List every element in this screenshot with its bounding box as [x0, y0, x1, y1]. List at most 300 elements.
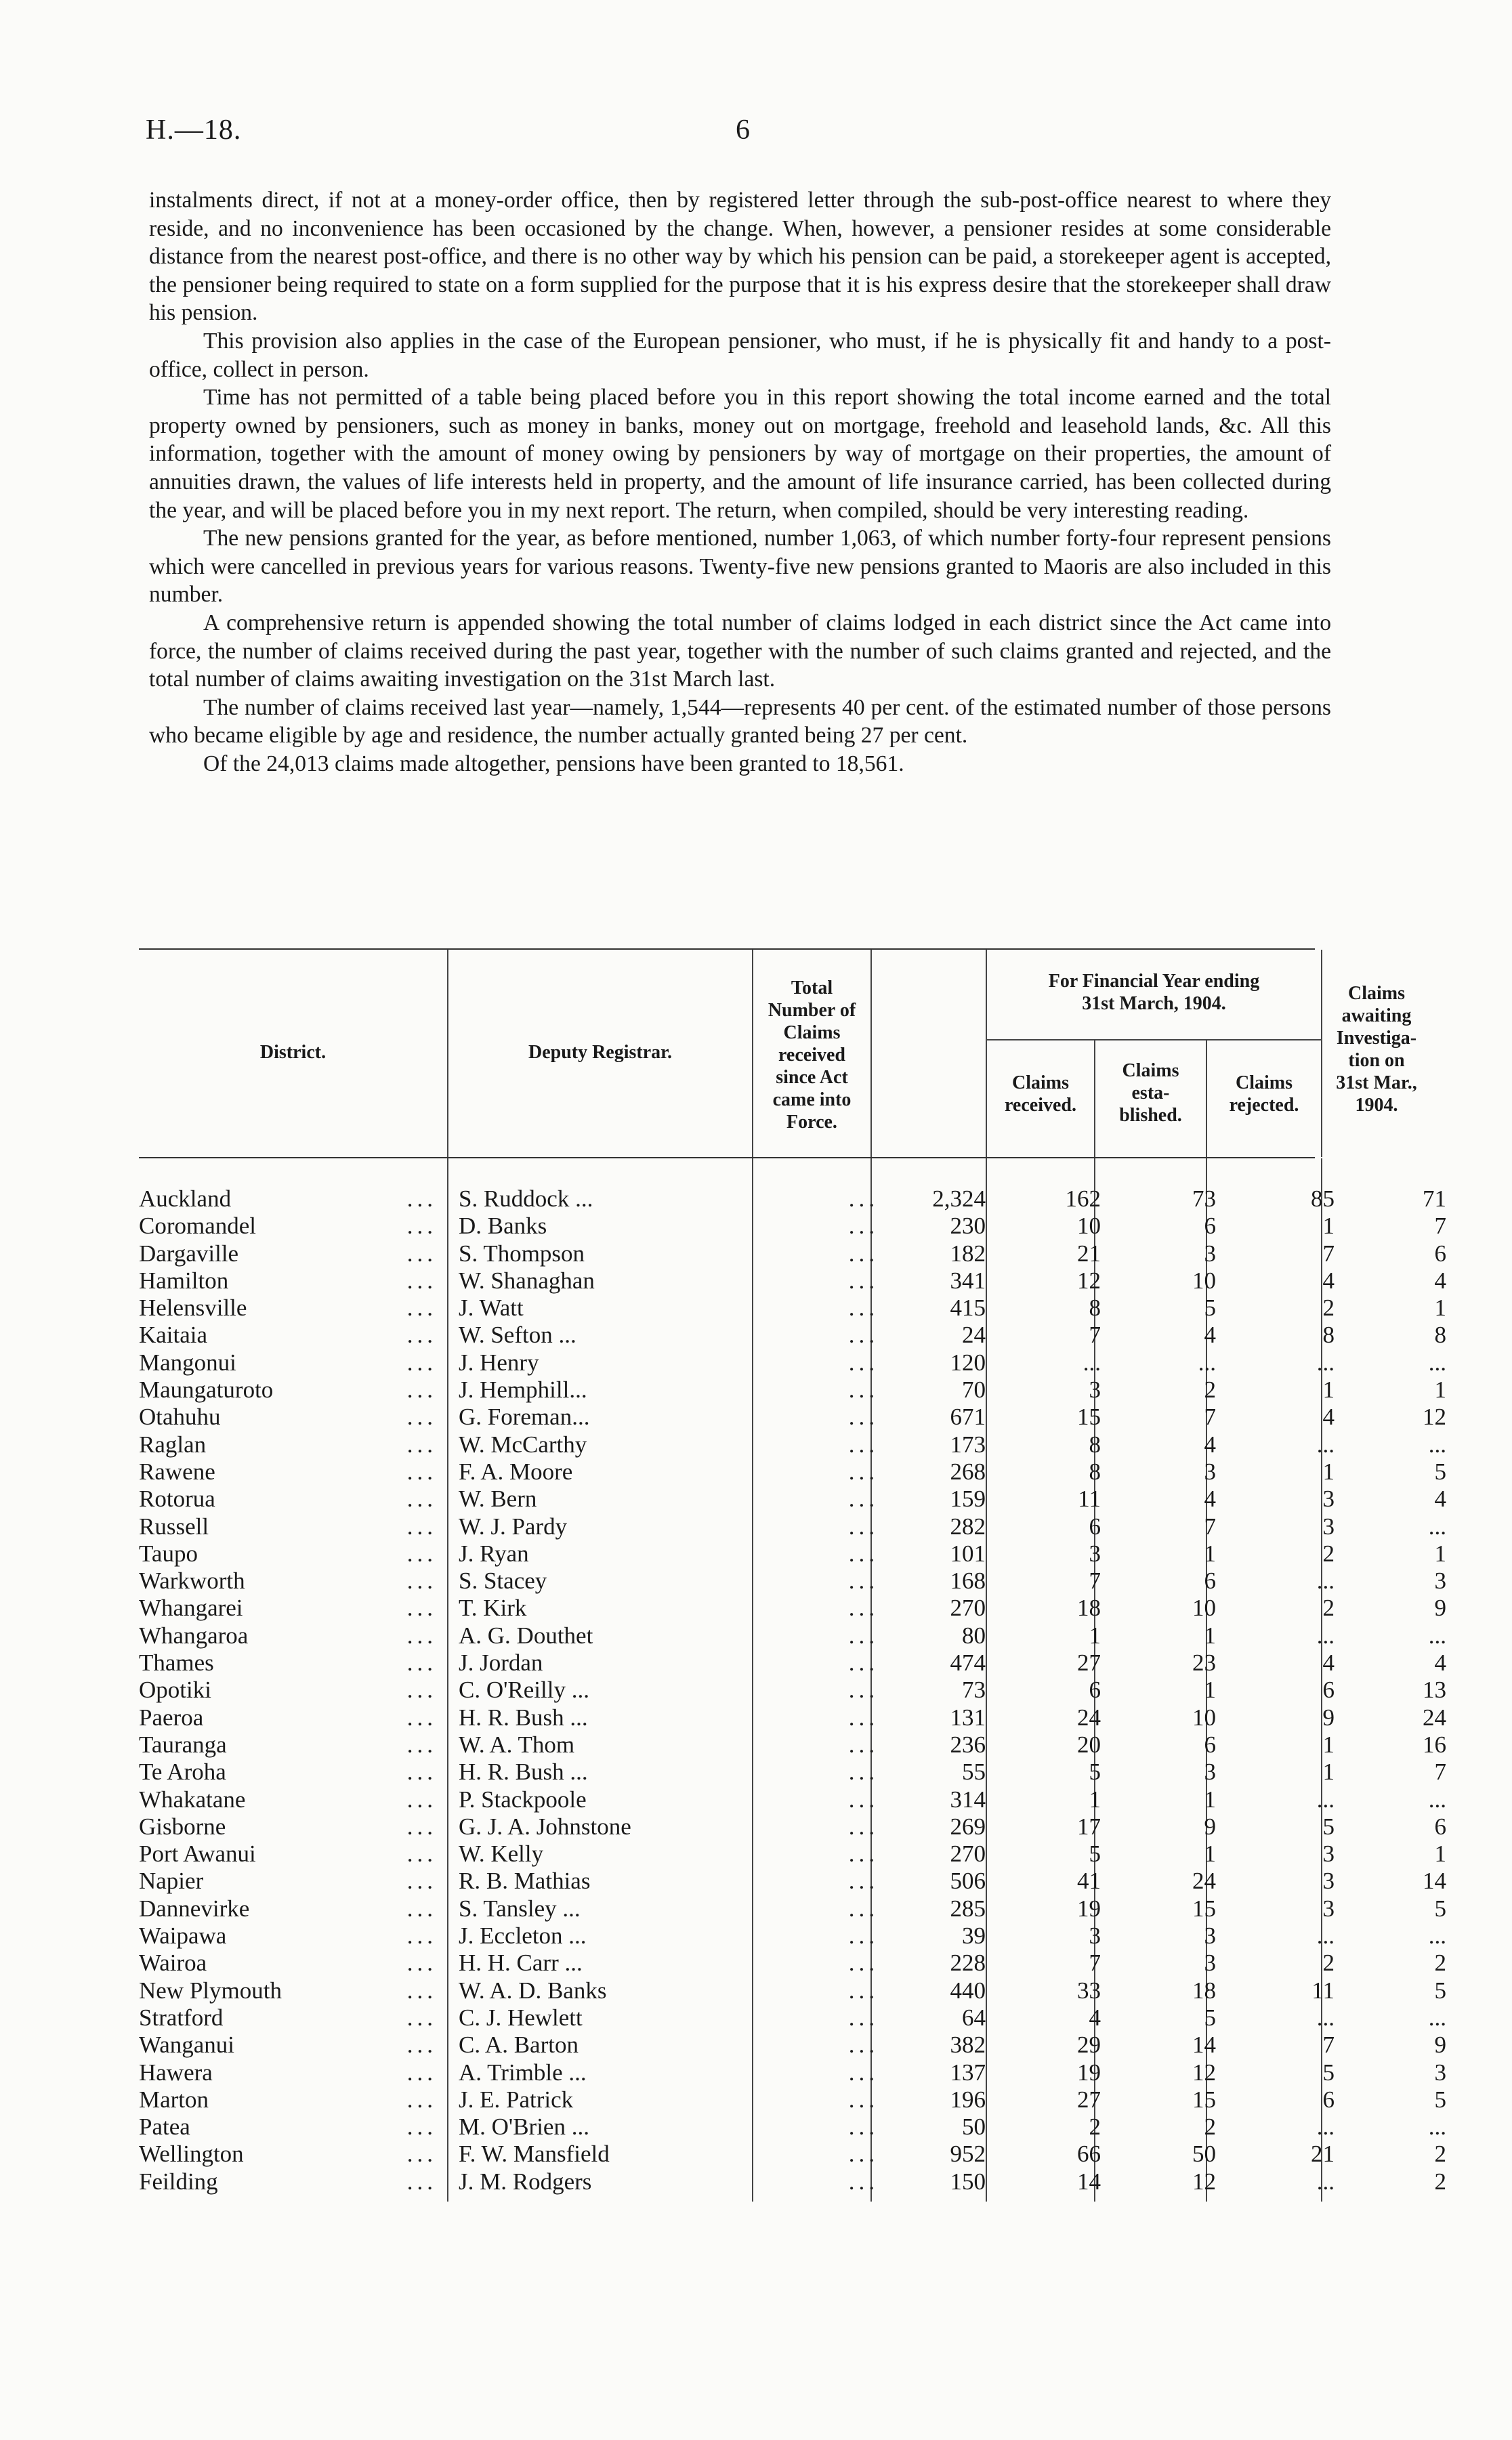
leader-dots: ...: [406, 1840, 437, 1868]
claims-rejected-cell: 3: [1322, 1486, 1335, 1513]
claims-rejected-cell: ...: [1316, 1922, 1335, 1950]
table-body: [139, 1185, 1446, 2202]
deputy-registrar-cell: P. Stackpoole ...: [459, 1786, 879, 1813]
claims-received-cell: 7: [1089, 1568, 1101, 1595]
total-claims-cell: 506: [950, 1868, 986, 1895]
claims-awaiting-cell: 24: [1423, 1704, 1446, 1731]
leader-dots: ...: [848, 1950, 879, 1977]
claims-awaiting-cell: ...: [1428, 1622, 1446, 1649]
leader-dots: ...: [848, 1677, 879, 1704]
paragraph: instalments direct, if not at a money-order office, then by registered letter through the sub-post-office nearest to where they reside, and no inconvenience has been occasioned by the change. When, however, a pensioner resides at some considerable distance from the nearest post-office, and there is no other way by which his pension can be paid, a storekeeper agent is accepted, the pensioner being required to state on a form supplied for the purpose that it is his express desire that the storekeeper shall draw his pension.: [149, 188, 1331, 326]
leader-dots: ...: [848, 1322, 879, 1349]
claims-received-cell: 1: [1089, 1786, 1101, 1813]
leader-dots: ...: [848, 1376, 879, 1404]
leader-dots: ...: [406, 2113, 437, 2141]
claims-rejected-cell: ...: [1316, 2168, 1335, 2195]
district-cell: Hawera ...: [139, 2059, 437, 2086]
total-claims-cell: 131: [950, 1704, 986, 1731]
claims-awaiting-cell: 2: [1434, 2168, 1446, 2195]
total-claims-cell: 39: [962, 1922, 986, 1950]
claims-received-cell: 33: [1077, 1977, 1101, 2004]
claims-rejected-cell: 6: [1322, 2086, 1335, 2113]
leader-dots: ...: [406, 1622, 437, 1649]
total-claims-cell: 314: [950, 1786, 986, 1813]
leader-dots: ...: [406, 1540, 437, 1567]
table-row: [139, 1649, 1446, 1677]
claims-established-cell: 3: [1204, 1950, 1216, 1977]
claims-received-cell: 24: [1077, 1704, 1101, 1731]
claims-established-cell: 23: [1192, 1649, 1216, 1677]
deputy-registrar-cell: J. Ryan ...: [459, 1540, 879, 1567]
leader-dots: ...: [406, 1404, 437, 1431]
table-row: [139, 1704, 1446, 1731]
leader-dots: ...: [848, 1431, 879, 1458]
claims-established-cell: 6: [1204, 1213, 1216, 1240]
district-cell: Opotiki ...: [139, 1677, 437, 1704]
leader-dots: ...: [406, 1786, 437, 1813]
claims-awaiting-cell: 5: [1434, 1458, 1446, 1485]
district-cell: Paeroa ...: [139, 1704, 437, 1731]
deputy-registrar-cell: J. Jordan ...: [459, 1649, 879, 1677]
district-cell: Rotorua ...: [139, 1486, 437, 1513]
claims-awaiting-cell: 7: [1434, 1759, 1446, 1786]
claims-awaiting-cell: 8: [1434, 1322, 1446, 1349]
claims-established-cell: 3: [1204, 1759, 1216, 1786]
claims-received-cell: 41: [1077, 1868, 1101, 1895]
table-row: [139, 1513, 1446, 1540]
leader-dots: ...: [406, 1240, 437, 1267]
claims-rejected-cell: 4: [1322, 1267, 1335, 1294]
table-row: [139, 1840, 1446, 1868]
leader-dots: ...: [406, 1813, 437, 1840]
leader-dots: ...: [406, 2168, 437, 2195]
total-claims-cell: 228: [950, 1950, 986, 1977]
claims-received-cell: 3: [1089, 1376, 1101, 1404]
claims-rejected-cell: 3: [1322, 1840, 1335, 1868]
claims-established-cell: 5: [1204, 2004, 1216, 2031]
table-row: [139, 1376, 1446, 1404]
deputy-registrar-cell: J. Henry ...: [459, 1349, 879, 1376]
claims-awaiting-cell: 2: [1434, 1950, 1446, 1977]
claims-established-cell: 10: [1192, 1704, 1216, 1731]
claims-received-cell: 7: [1089, 1322, 1101, 1349]
claims-rejected-cell: 4: [1322, 1404, 1335, 1431]
claims-rejected-cell: ...: [1316, 1431, 1335, 1458]
claims-rejected-cell: 2: [1322, 1950, 1335, 1977]
total-claims-cell: 24: [962, 1322, 986, 1349]
claims-rejected-cell: 6: [1322, 1677, 1335, 1704]
table-row: [139, 1950, 1446, 1977]
header-claims-received: Claims received.: [1005, 1072, 1076, 1116]
claims-rejected-cell: 3: [1322, 1895, 1335, 1922]
leader-dots: ...: [848, 1568, 879, 1595]
deputy-registrar-cell: H. H. Carr ... ...: [459, 1950, 879, 1977]
total-claims-cell: 269: [950, 1813, 986, 1840]
document-reference: H.—18.: [146, 114, 242, 146]
header-financial-year: For Financial Year ending 31st March, 1904.: [1048, 971, 1260, 1014]
claims-established-cell: 10: [1192, 1267, 1216, 1294]
total-claims-cell: 341: [950, 1267, 986, 1294]
table-row: [139, 2141, 1446, 2168]
district-cell: Helensville ...: [139, 1295, 437, 1322]
leader-dots: ...: [406, 1568, 437, 1595]
header-total: Total Number of Claims received since Act came into Force.: [768, 977, 856, 1133]
claims-awaiting-cell: 71: [1423, 1185, 1446, 1212]
claims-rejected-cell: 3: [1322, 1513, 1335, 1540]
claims-awaiting-cell: 5: [1434, 1895, 1446, 1922]
claims-received-cell: 4: [1089, 2004, 1101, 2031]
deputy-registrar-cell: W. J. Pardy ...: [459, 1513, 879, 1540]
total-claims-cell: 173: [950, 1431, 986, 1458]
district-cell: Warkworth ...: [139, 1568, 437, 1595]
table-row: [139, 2004, 1446, 2032]
header-district: District.: [259, 1042, 327, 1063]
claims-received-cell: 8: [1089, 1431, 1101, 1458]
deputy-registrar-cell: W. Bern ...: [459, 1486, 879, 1513]
deputy-registrar-cell: G. Foreman... ...: [459, 1404, 879, 1431]
claims-rejected-cell: 7: [1322, 2032, 1335, 2059]
leader-dots: ...: [406, 1868, 437, 1895]
table-row: [139, 1922, 1446, 1950]
claims-rejected-cell: 2: [1322, 1540, 1335, 1567]
claims-established-cell: 10: [1192, 1595, 1216, 1622]
table-row: [139, 1267, 1446, 1295]
claims-awaiting-cell: 12: [1423, 1404, 1446, 1431]
leader-dots: ...: [848, 1649, 879, 1677]
district-cell: Wairoa ...: [139, 1950, 437, 1977]
deputy-registrar-cell: A. G. Douthet ...: [459, 1622, 879, 1649]
claims-received-cell: 8: [1089, 1458, 1101, 1485]
leader-dots: ...: [406, 1295, 437, 1322]
leader-dots: ...: [406, 1950, 437, 1977]
table-row: [139, 1731, 1446, 1759]
deputy-registrar-cell: W. McCarthy ...: [459, 1431, 879, 1458]
claims-rejected-cell: 1: [1322, 1731, 1335, 1758]
claims-received-cell: 3: [1089, 1922, 1101, 1950]
table-row: [139, 1295, 1446, 1322]
claims-awaiting-cell: 9: [1434, 1595, 1446, 1622]
table-row: [139, 1431, 1446, 1458]
leader-dots: ...: [406, 1376, 437, 1404]
leader-dots: ...: [406, 1895, 437, 1922]
claims-table: [139, 948, 1446, 2202]
leader-dots: ...: [848, 1240, 879, 1267]
deputy-registrar-cell: T. Kirk ...: [459, 1595, 879, 1622]
claims-established-cell: 7: [1204, 1404, 1216, 1431]
table-row: [139, 2032, 1446, 2059]
district-cell: Rawene ...: [139, 1458, 437, 1485]
claims-rejected-cell: ...: [1316, 1622, 1335, 1649]
claims-established-cell: 3: [1204, 1458, 1216, 1485]
leader-dots: ...: [406, 1431, 437, 1458]
deputy-registrar-cell: H. R. Bush ... ...: [459, 1704, 879, 1731]
claims-established-cell: 1: [1204, 1840, 1216, 1868]
claims-awaiting-cell: 2: [1434, 2141, 1446, 2168]
leader-dots: ...: [848, 1868, 879, 1895]
leader-dots: ...: [406, 1677, 437, 1704]
claims-awaiting-cell: 5: [1434, 1977, 1446, 2004]
claims-established-cell: 2: [1204, 1376, 1216, 1404]
leader-dots: ...: [848, 1295, 879, 1322]
table-row: [139, 1404, 1446, 1431]
page-number: 6: [736, 114, 750, 146]
claims-established-cell: 73: [1192, 1185, 1216, 1212]
claims-received-cell: ...: [1083, 1349, 1101, 1376]
table-row: [139, 1458, 1446, 1486]
leader-dots: ...: [848, 1213, 879, 1240]
district-cell: Whakatane ...: [139, 1786, 437, 1813]
district-cell: Coromandel ...: [139, 1213, 437, 1240]
leader-dots: ...: [406, 1322, 437, 1349]
header-claims-awaiting: Claims awaiting Investiga- tion on 31st Mar., 1904.: [1336, 983, 1417, 1116]
claims-established-cell: ...: [1198, 1349, 1216, 1376]
total-claims-cell: 382: [950, 2032, 986, 2059]
leader-dots: ...: [848, 1349, 879, 1376]
claims-received-cell: 20: [1077, 1731, 1101, 1758]
deputy-registrar-cell: S. Thompson ...: [459, 1240, 879, 1267]
district-cell: Stratford ...: [139, 2004, 437, 2031]
leader-dots: ...: [406, 1759, 437, 1786]
total-claims-cell: 182: [950, 1240, 986, 1267]
total-claims-cell: 282: [950, 1513, 986, 1540]
leader-dots: ...: [406, 1731, 437, 1758]
claims-received-cell: 6: [1089, 1513, 1101, 1540]
total-claims-cell: 120: [950, 1349, 986, 1376]
leader-dots: ...: [848, 1813, 879, 1840]
total-claims-cell: 270: [950, 1595, 986, 1622]
leader-dots: ...: [848, 2168, 879, 2195]
leader-dots: ...: [848, 2032, 879, 2059]
deputy-registrar-cell: S. Stacey ...: [459, 1568, 879, 1595]
leader-dots: ...: [406, 1267, 437, 1294]
claims-established-cell: 6: [1204, 1731, 1216, 1758]
district-cell: Gisborne ...: [139, 1813, 437, 1840]
leader-dots: ...: [848, 1895, 879, 1922]
deputy-registrar-cell: M. O'Brien ... ...: [459, 2113, 879, 2141]
paragraph: Of the 24,013 claims made altogether, pensions have been granted to 18,561.: [203, 751, 904, 776]
leader-dots: ...: [848, 1922, 879, 1950]
claims-awaiting-cell: 4: [1434, 1649, 1446, 1677]
leader-dots: ...: [848, 1731, 879, 1758]
district-cell: Marton ...: [139, 2086, 437, 2113]
table-row: [139, 1868, 1446, 1895]
claims-received-cell: 1: [1089, 1622, 1101, 1649]
total-claims-cell: 64: [962, 2004, 986, 2031]
total-claims-cell: 230: [950, 1213, 986, 1240]
leader-dots: ...: [848, 1704, 879, 1731]
deputy-registrar-cell: F. A. Moore ...: [459, 1458, 879, 1485]
district-cell: Port Awanui ...: [139, 1840, 437, 1868]
claims-received-cell: 10: [1077, 1213, 1101, 1240]
leader-dots: ...: [848, 2059, 879, 2086]
table-row: [139, 1622, 1446, 1649]
claims-established-cell: 1: [1204, 1786, 1216, 1813]
claims-rejected-cell: 1: [1322, 1458, 1335, 1485]
leader-dots: ...: [406, 1922, 437, 1950]
table-row: [139, 1677, 1446, 1704]
claims-established-cell: 4: [1204, 1322, 1216, 1349]
paragraph: This provision also applies in the case of the European pensioner, who must, if he is physically fit and handy to a post-office, collect in person.: [149, 328, 1331, 382]
claims-established-cell: 4: [1204, 1431, 1216, 1458]
claims-received-cell: 5: [1089, 1840, 1101, 1868]
total-claims-cell: 671: [950, 1404, 986, 1431]
district-cell: Kaitaia ...: [139, 1322, 437, 1349]
claims-rejected-cell: 5: [1322, 1813, 1335, 1840]
claims-received-cell: 6: [1089, 1677, 1101, 1704]
claims-rejected-cell: 3: [1322, 1868, 1335, 1895]
deputy-registrar-cell: H. R. Bush ... ...: [459, 1759, 879, 1786]
claims-rejected-cell: 85: [1311, 1185, 1335, 1212]
claims-rejected-cell: ...: [1316, 2113, 1335, 2141]
leader-dots: ...: [848, 1486, 879, 1513]
table-row: [139, 1185, 1446, 1213]
deputy-registrar-cell: C. J. Hewlett ...: [459, 2004, 879, 2031]
district-cell: Maungaturoto ...: [139, 1376, 437, 1404]
paragraph: The new pensions granted for the year, as before mentioned, number 1,063, of which number forty-four represent pensions which were cancelled in previous years for various reasons. Twenty-five new pensions granted to Maoris are also included in this number.: [149, 526, 1331, 608]
claims-established-cell: 7: [1204, 1513, 1216, 1540]
leader-dots: ...: [406, 2032, 437, 2059]
deputy-registrar-cell: R. B. Mathias ...: [459, 1868, 879, 1895]
table-row: [139, 1759, 1446, 1786]
paragraph: A comprehensive return is appended showing the total number of claims lodged in each district since the Act came into force, the number of claims received during the past year, together with the number of such claims granted and rejected, and the total number of claims awaiting investigation on the 31st March last.: [149, 610, 1331, 692]
claims-received-cell: 19: [1077, 2059, 1101, 2086]
table-row: [139, 2059, 1446, 2086]
deputy-registrar-cell: G. J. A. Johnstone ...: [459, 1813, 879, 1840]
deputy-registrar-cell: W. Shanaghan ...: [459, 1267, 879, 1294]
table-row: [139, 1213, 1446, 1240]
deputy-registrar-cell: J. M. Rodgers ...: [459, 2168, 879, 2195]
district-cell: New Plymouth ...: [139, 1977, 437, 2004]
claims-established-cell: 4: [1204, 1486, 1216, 1513]
total-claims-cell: 55: [962, 1759, 986, 1786]
leader-dots: ...: [848, 1786, 879, 1813]
total-claims-cell: 168: [950, 1568, 986, 1595]
total-claims-cell: 474: [950, 1649, 986, 1677]
district-cell: Thames ...: [139, 1649, 437, 1677]
deputy-registrar-cell: C. O'Reilly ... ...: [459, 1677, 879, 1704]
claims-awaiting-cell: 16: [1423, 1731, 1446, 1758]
claims-awaiting-cell: 4: [1434, 1486, 1446, 1513]
deputy-registrar-cell: C. A. Barton ...: [459, 2032, 879, 2059]
table-row: [139, 1786, 1446, 1813]
table-row: [139, 1977, 1446, 2004]
table-header: [139, 950, 1417, 1158]
claims-rejected-cell: 8: [1322, 1322, 1335, 1349]
claims-received-cell: 18: [1077, 1595, 1101, 1622]
claims-rejected-cell: 5: [1322, 2059, 1335, 2086]
claims-established-cell: 50: [1192, 2141, 1216, 2168]
claims-received-cell: 27: [1077, 1649, 1101, 1677]
leader-dots: ...: [406, 1458, 437, 1485]
leader-dots: ...: [848, 1185, 879, 1212]
claims-received-cell: 29: [1077, 2032, 1101, 2059]
leader-dots: ...: [848, 1404, 879, 1431]
claims-received-cell: 11: [1078, 1486, 1101, 1513]
claims-rejected-cell: 4: [1322, 1649, 1335, 1677]
header-deputy-registrar: Deputy Registrar.: [528, 1042, 673, 1063]
district-cell: Otahuhu ...: [139, 1404, 437, 1431]
district-cell: Feilding ...: [139, 2168, 437, 2195]
table-row: [139, 1540, 1446, 1568]
header-subdivider: [986, 1039, 1322, 1040]
claims-received-cell: 17: [1077, 1813, 1101, 1840]
table-row: [139, 1322, 1446, 1349]
claims-rejected-cell: ...: [1316, 1786, 1335, 1813]
claims-awaiting-cell: ...: [1428, 1513, 1446, 1540]
deputy-registrar-cell: J. E. Patrick ...: [459, 2086, 879, 2113]
deputy-registrar-cell: D. Banks ...: [459, 1213, 879, 1240]
claims-rejected-cell: 1: [1322, 1376, 1335, 1404]
claims-rejected-cell: 21: [1311, 2141, 1335, 2168]
claims-received-cell: 15: [1077, 1404, 1101, 1431]
claims-awaiting-cell: 1: [1434, 1295, 1446, 1322]
district-cell: Whangarei ...: [139, 1595, 437, 1622]
total-claims-cell: 440: [950, 1977, 986, 2004]
claims-established-cell: 1: [1204, 1622, 1216, 1649]
leader-dots: ...: [406, 2004, 437, 2031]
leader-dots: ...: [406, 1213, 437, 1240]
leader-dots: ...: [406, 1595, 437, 1622]
claims-received-cell: 8: [1089, 1295, 1101, 1322]
table-row: [139, 2168, 1446, 2195]
claims-received-cell: 162: [1065, 1185, 1101, 1212]
district-cell: Napier ...: [139, 1868, 437, 1895]
claims-rejected-cell: 2: [1322, 1595, 1335, 1622]
leader-dots: ...: [848, 1759, 879, 1786]
claims-rejected-cell: ...: [1316, 1349, 1335, 1376]
claims-established-cell: 14: [1192, 2032, 1216, 2059]
claims-established-cell: 2: [1204, 2113, 1216, 2141]
deputy-registrar-cell: W. A. D. Banks ...: [459, 1977, 879, 2004]
leader-dots: ...: [406, 1513, 437, 1540]
claims-awaiting-cell: 5: [1434, 2086, 1446, 2113]
claims-established-cell: 1: [1204, 1540, 1216, 1567]
leader-dots: ...: [848, 1458, 879, 1485]
leader-dots: ...: [406, 2141, 437, 2168]
table-row: [139, 2086, 1446, 2113]
table-row: [139, 1595, 1446, 1622]
claims-established-cell: 3: [1204, 1240, 1216, 1267]
deputy-registrar-cell: A. Trimble ... ...: [459, 2059, 879, 2086]
total-claims-cell: 285: [950, 1895, 986, 1922]
table-row: [139, 1568, 1446, 1595]
leader-dots: ...: [406, 1649, 437, 1677]
claims-awaiting-cell: 14: [1423, 1868, 1446, 1895]
district-cell: Dargaville ...: [139, 1240, 437, 1267]
district-cell: Wanganui ...: [139, 2032, 437, 2059]
total-claims-cell: 952: [950, 2141, 986, 2168]
claims-received-cell: 19: [1077, 1895, 1101, 1922]
paragraph: The number of claims received last year—namely, 1,544—represents 40 per cent. of the estimated number of those persons who became eligible by age and residence, the number actually granted being 27 per cent.: [149, 694, 1331, 749]
claims-awaiting-cell: ...: [1428, 2004, 1446, 2031]
district-cell: Te Aroha ...: [139, 1759, 437, 1786]
total-claims-cell: 159: [950, 1486, 986, 1513]
claims-rejected-cell: 2: [1322, 1295, 1335, 1322]
district-cell: Hamilton ...: [139, 1267, 437, 1294]
district-cell: Dannevirke ...: [139, 1895, 437, 1922]
leader-dots: ...: [848, 1622, 879, 1649]
leader-dots: ...: [848, 2086, 879, 2113]
district-cell: Raglan ...: [139, 1431, 437, 1458]
total-claims-cell: 415: [950, 1295, 986, 1322]
leader-dots: ...: [848, 1540, 879, 1567]
claims-established-cell: 5: [1204, 1295, 1216, 1322]
claims-received-cell: 3: [1089, 1540, 1101, 1567]
district-cell: Auckland ...: [139, 1185, 437, 1212]
total-claims-cell: 270: [950, 1840, 986, 1868]
header-claims-rejected: Claims rejected.: [1229, 1072, 1299, 1116]
claims-received-cell: 14: [1077, 2168, 1101, 2195]
